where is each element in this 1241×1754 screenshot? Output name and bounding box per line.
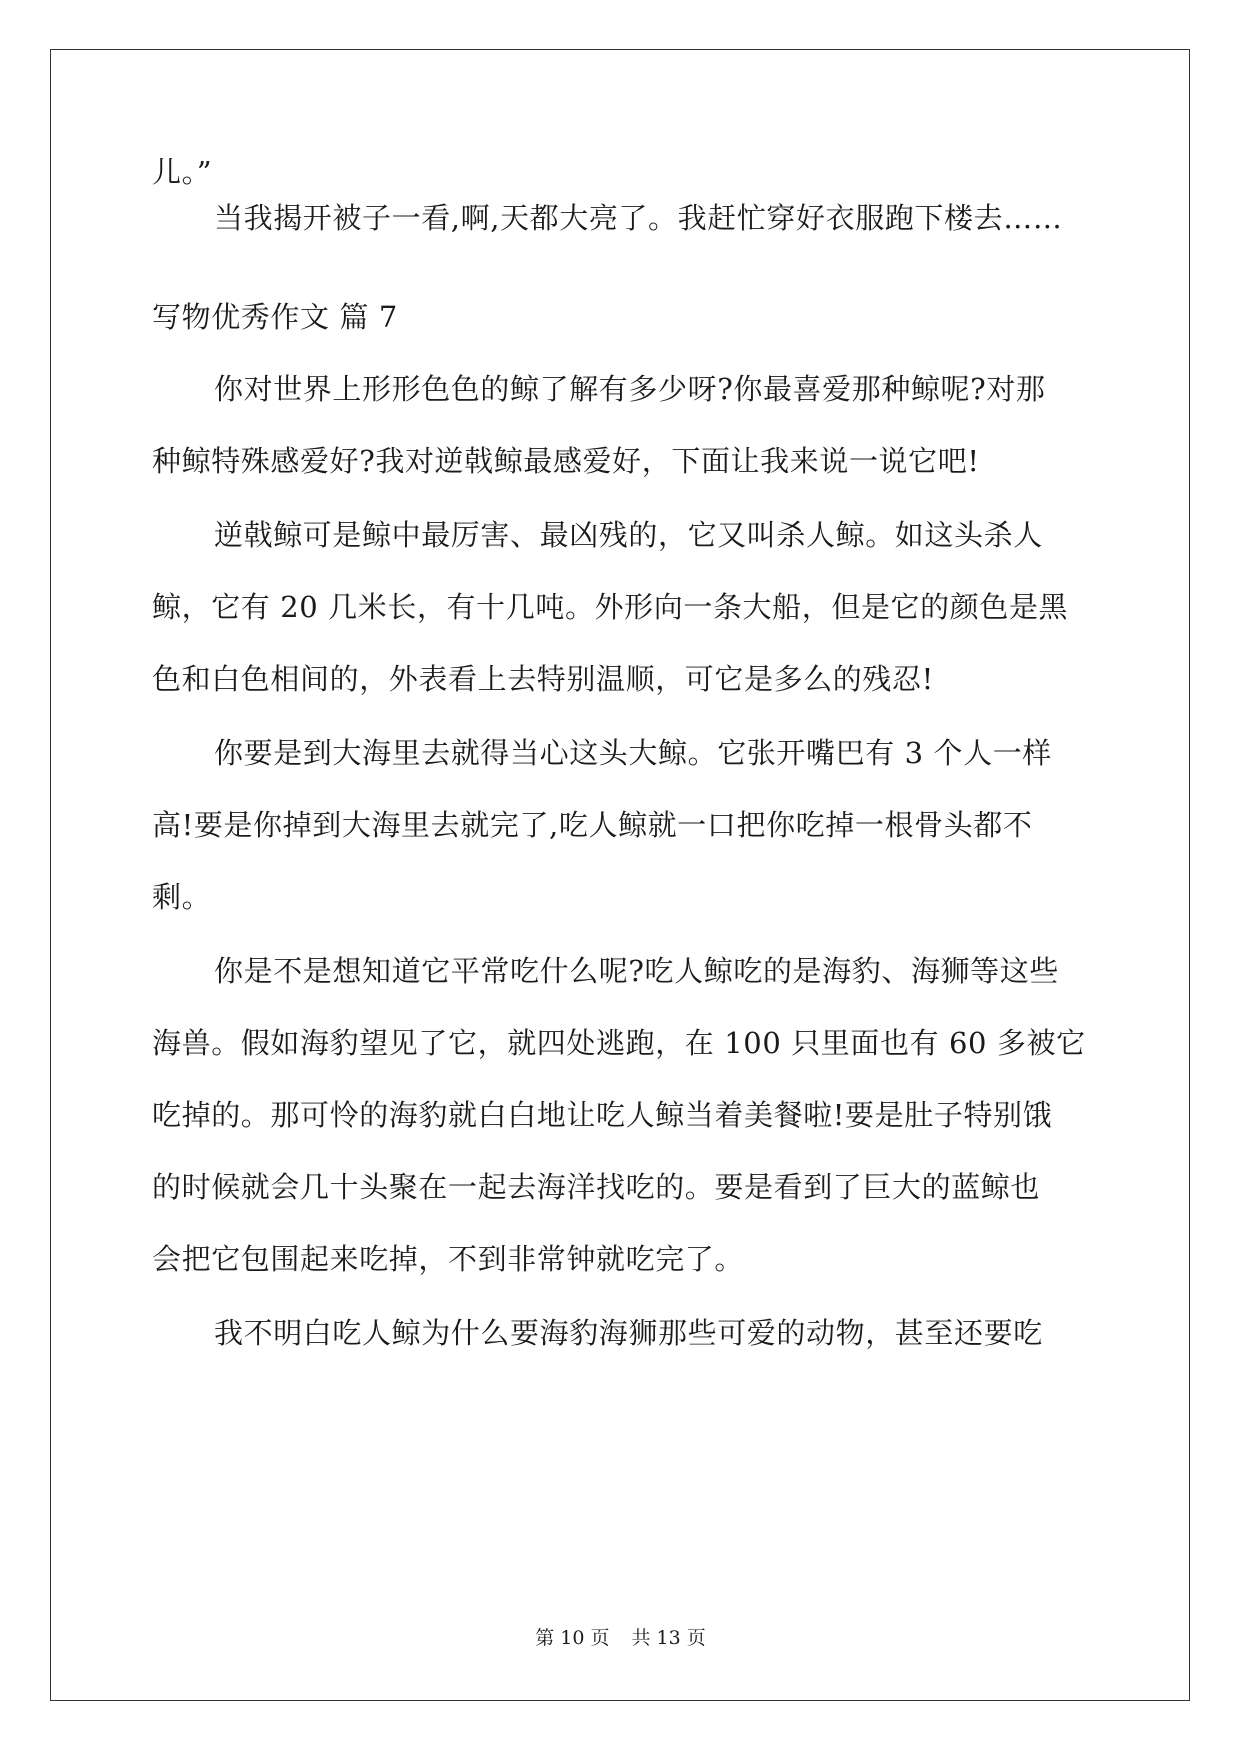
text-line: 吃掉的。那可怜的海豹就白白地让吃人鲸当着美餐啦!要是肚子特别饿 [152, 1098, 1053, 1132]
text-line: 当我揭开被子一看,啊,天都大亮了。我赶忙穿好衣服跑下楼去…… [214, 201, 1063, 235]
text-line: 高!要是你掉到大海里去就完了,吃人鲸就一口把你吃掉一根骨头都不 [152, 808, 1033, 842]
page-total: 共 13 页 [631, 1627, 706, 1649]
text-line: 会把它包围起来吃掉，不到非常钟就吃完了。 [152, 1242, 745, 1276]
text-line: 种鲸特殊感爱好?我对逆戟鲸最感爱好，下面让我来说一说它吧! [152, 444, 980, 478]
text-line: 我不明白吃人鲸为什么要海豹海狮那些可爱的动物，甚至还要吃 [214, 1316, 1043, 1350]
text-line: 逆戟鲸可是鲸中最厉害、最凶残的，它又叫杀人鲸。如这头杀人 [214, 518, 1043, 552]
text-line: 你要是到大海里去就得当心这头大鲸。它张开嘴巴有 3 个人一样 [214, 736, 1052, 770]
text-line: 色和白色相间的，外表看上去特别温顺，可它是多么的残忍! [152, 662, 934, 696]
text-line: 儿。” [152, 155, 213, 189]
text-line: 鲸，它有 20 几米长，有十几吨。外形向一条大船，但是它的颜色是黑 [152, 590, 1069, 624]
page-footer [0, 1626, 1241, 1650]
text-line: 海兽。假如海豹望见了它，就四处逃跑，在 100 只里面也有 60 多被它 [152, 1026, 1086, 1060]
section-heading: 写物优秀作文 篇 7 [152, 300, 398, 334]
page-number: 第 10 页 [535, 1627, 610, 1649]
text-line: 你对世界上形形色色的鲸了解有多少呀?你最喜爱那种鲸呢?对那 [214, 372, 1046, 406]
text-line: 你是不是想知道它平常吃什么呢?吃人鲸吃的是海豹、海狮等这些 [214, 954, 1059, 988]
text-line: 剩。 [152, 880, 212, 914]
text-line: 的时候就会几十头聚在一起去海洋找吃的。要是看到了巨大的蓝鲸也 [152, 1170, 1041, 1204]
